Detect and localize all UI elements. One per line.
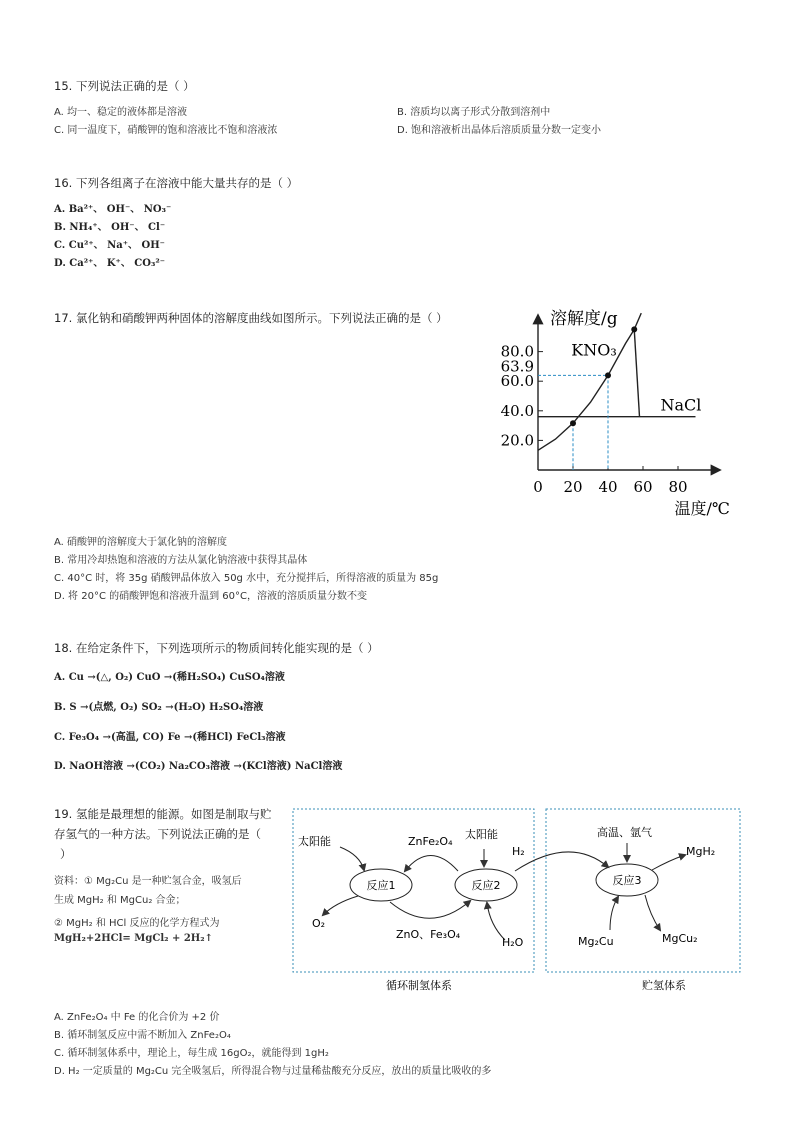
q15-option-a[interactable]: A. 均一、稳定的液体都是溶液 xyxy=(54,107,188,118)
q19-option-c[interactable]: C. 循环制氢体系中，理论上，每生成 16gO₂，就能得到 1gH₂ xyxy=(54,1048,329,1059)
label-h2o: H₂O xyxy=(502,936,524,949)
arrow-r3-to-mgcu2 xyxy=(645,895,660,930)
arrow-h2o xyxy=(487,903,505,940)
label-sun2: 太阳能 xyxy=(465,828,498,841)
q15-option-d[interactable]: D. 饱和溶液析出晶体后溶质质量分数一定变小 xyxy=(397,125,602,136)
label-o2: O₂ xyxy=(312,917,326,930)
arrow-sun1 xyxy=(340,847,364,870)
q19-option-b[interactable]: B. 循环制氢反应中需不断加入 ZnFe₂O₄ xyxy=(54,1030,231,1041)
q18-stem: 18. 在给定条件下，下列选项所示的物质间转化能实现的是（ ） xyxy=(54,641,379,655)
label-mgcu2: MgCu₂ xyxy=(662,932,698,945)
solubility-chart xyxy=(490,302,750,522)
label-reaction3: 反应3 xyxy=(612,874,642,887)
q19-info-equation: MgH₂+2HCl= MgCl₂ + 2H₂↑ xyxy=(54,933,213,944)
label-mg2cu: Mg₂Cu xyxy=(578,935,614,948)
y-axis-label: 溶解度/g xyxy=(550,309,618,329)
q17-option-b[interactable]: B. 常用冷却热饱和溶液的方法从氯化钠溶液中获得其晶体 xyxy=(54,555,308,566)
q16-option-a[interactable]: A. Ba²⁺、 OH⁻、 NO₃⁻ xyxy=(54,204,172,215)
data-point xyxy=(631,326,637,332)
q19-info-line2: 生成 MgH₂ 和 MgCu₂ 合金； xyxy=(54,895,186,906)
q16-option-d[interactable]: D. Ca²⁺、 K⁺、 CO₃²⁻ xyxy=(54,258,166,269)
q17-option-d[interactable]: D. 将 20°C 的硝酸钾饱和溶液升温到 60°C，溶液的溶质质量分数不变 xyxy=(54,591,368,602)
q18-option-a[interactable]: A. Cu →(△, O₂) CuO →(稀H₂SO₄) CuSO₄溶液 xyxy=(54,672,285,683)
nacl-series-label: NaCl xyxy=(660,395,702,415)
y-tick-label: 60.0 xyxy=(500,372,534,391)
kno3-drop-line xyxy=(634,329,639,416)
y-tick-label: 20.0 xyxy=(500,431,534,450)
x-tick-label: 60 xyxy=(633,478,653,496)
arrow-h2-to-r3 xyxy=(515,852,608,871)
q19-info-line3: ② MgH₂ 和 HCl 反应的化学方程式为 xyxy=(54,918,220,929)
x-axis-label: 温度/℃ xyxy=(674,499,730,518)
kno3-series-label: KNO₃ xyxy=(571,340,617,360)
arrow-r1-to-r2 xyxy=(390,901,470,918)
q16-stem: 16. 下列各组离子在溶液中能大量共存的是（ ） xyxy=(54,176,299,190)
label-sun1: 太阳能 xyxy=(298,835,331,848)
q19-stem-line1: 19. 氢能是最理想的能源。如图是制取与贮 xyxy=(54,807,272,821)
label-reaction1: 反应1 xyxy=(366,879,396,892)
q17-stem: 17. 氯化钠和硝酸钾两种固体的溶解度曲线如图所示。下列说法正确的是（ ） xyxy=(54,311,448,325)
y-tick-label: 80.0 xyxy=(500,342,534,361)
label-mgh2: MgH₂ xyxy=(686,845,716,858)
q18-option-b[interactable]: B. S →(点燃, O₂) SO₂ →(H₂O) H₂SO₄溶液 xyxy=(54,702,264,713)
q19-stem-line3: ） xyxy=(60,847,72,861)
q19-option-a[interactable]: A. ZnFe₂O₄ 中 Fe 的化合价为 +2 价 xyxy=(54,1012,220,1023)
q19-info-line1: 资料：① Mg₂Cu 是一种贮氢合金，吸氢后 xyxy=(54,876,242,887)
q16-option-b[interactable]: B. NH₄⁺、 OH⁻、 Cl⁻ xyxy=(54,222,166,233)
arrow-znfe-to-r1 xyxy=(405,856,458,872)
arrow-r1-to-o2 xyxy=(323,896,358,915)
label-h2: H₂ xyxy=(512,845,525,858)
q17-option-c[interactable]: C. 40°C 时，将 35g 硝酸钾晶体放入 50g 水中，充分搅拌后，所得溶液的质量为 85g xyxy=(54,573,439,584)
x-tick-label: 20 xyxy=(563,478,583,496)
y-tick-label: 40.0 xyxy=(500,401,534,420)
q19-stem-line2: 存氢气的一种方法。下列说法正确的是（ xyxy=(54,827,261,841)
q19-option-d[interactable]: D. H₂ 一定质量的 Mg₂Cu 完全吸氢后，所得混合物与过量稀盐酸充分反应，放出的质量比吸收的多 xyxy=(54,1066,492,1077)
data-point xyxy=(605,372,611,378)
label-zno: ZnO、Fe₃O₄ xyxy=(396,928,461,941)
y-tick-label: 63.9 xyxy=(500,357,534,376)
arrow-r3-to-mgh2 xyxy=(652,855,685,870)
q16-option-c[interactable]: C. Cu²⁺、 Na⁺、 OH⁻ xyxy=(54,240,165,251)
hydrogen-diagram xyxy=(290,805,750,1005)
label-storage-system: 贮氢体系 xyxy=(642,979,686,992)
label-reaction2: 反应2 xyxy=(471,879,501,892)
x-tick-label: 40 xyxy=(598,478,618,496)
q18-option-d[interactable]: D. NaOH溶液 →(CO₂) Na₂CO₃溶液 →(KCl溶液) NaCl溶液 xyxy=(54,761,343,772)
label-znfe2o4: ZnFe₂O₄ xyxy=(408,835,453,848)
label-conditions: 高温、氩气 xyxy=(597,826,652,839)
q15-stem: 15. 下列说法正确的是（ ） xyxy=(54,79,195,93)
q17-option-a[interactable]: A. 硝酸钾的溶解度大于氯化钠的溶解度 xyxy=(54,537,228,548)
data-point xyxy=(570,420,576,426)
q18-option-c[interactable]: C. Fe₃O₄ →(高温, CO) Fe →(稀HCl) FeCl₃溶液 xyxy=(54,732,286,743)
x-tick-label: 0 xyxy=(533,478,543,496)
q15-option-b[interactable]: B. 溶质均以离子形式分散到溶剂中 xyxy=(397,107,551,118)
q15-option-c[interactable]: C. 同一温度下，硝酸钾的饱和溶液比不饱和溶液浓 xyxy=(54,125,278,136)
label-cycle-system: 循环制氢体系 xyxy=(386,979,452,992)
x-tick-label: 80 xyxy=(668,478,688,496)
arrow-mg2cu xyxy=(610,897,618,930)
